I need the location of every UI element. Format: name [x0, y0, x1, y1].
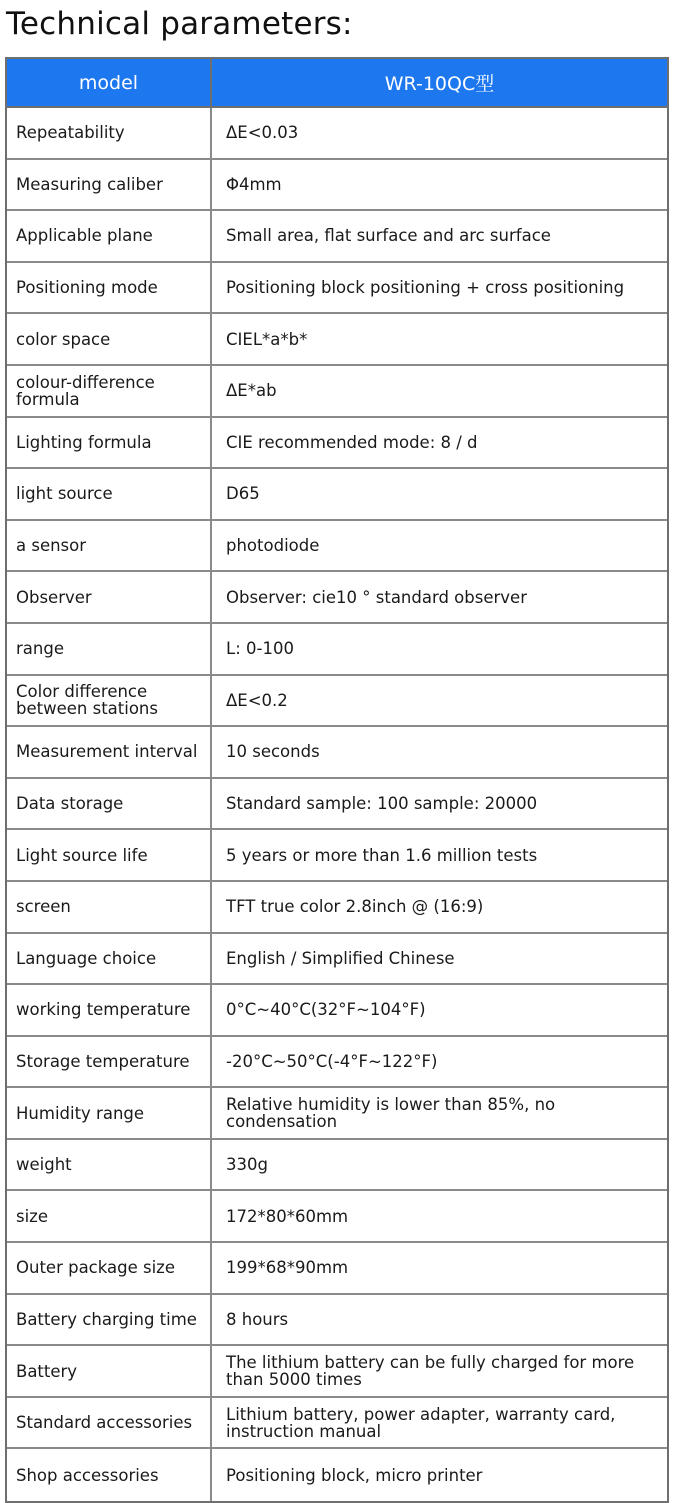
table-row: [7, 985, 667, 1037]
row-parameter-name: [7, 1037, 212, 1087]
row-parameter-name: [7, 882, 212, 932]
parameter-name-text: Outer package size: [16, 1258, 175, 1278]
header-model-label: model: [7, 59, 212, 106]
table-row: [7, 1140, 667, 1192]
table-row: [7, 779, 667, 831]
row-parameter-name: [7, 1243, 212, 1293]
table-row: [7, 1037, 667, 1089]
row-parameter-name: [7, 1140, 212, 1190]
parameter-value-text: -20°C~50°C(-4°F~122°F): [226, 1051, 438, 1071]
parameter-name-text: Positioning mode: [16, 278, 158, 298]
parameter-name-text: Humidity range: [16, 1103, 145, 1123]
row-parameter-name: [7, 1398, 212, 1448]
parameter-name-text: weight: [16, 1155, 72, 1175]
parameter-value-text: 10 seconds: [226, 742, 320, 762]
parameter-value-text: Observer: cie10 ° standard observer: [226, 587, 527, 607]
parameter-name-text: Data storage: [16, 794, 124, 814]
parameter-value-text: Φ4mm: [226, 174, 282, 194]
row-parameter-name: [7, 108, 212, 158]
table-row: [7, 1088, 667, 1140]
parameter-name-text: Color difference between stations: [16, 682, 158, 719]
parameter-value-text: The lithium battery can be fully charged for more than 5000 times: [226, 1353, 635, 1390]
row-parameter-value: [212, 830, 667, 880]
table-row: [7, 366, 667, 418]
table-row: [7, 1191, 667, 1243]
parameter-name-text: Light source life: [16, 845, 148, 865]
row-parameter-value: [212, 211, 667, 261]
row-parameter-name: [7, 521, 212, 571]
row-parameter-value: [212, 108, 667, 158]
row-parameter-value: [212, 1449, 667, 1501]
row-parameter-name: [7, 1449, 212, 1501]
table-row: [7, 934, 667, 986]
table-row: [7, 108, 667, 160]
row-parameter-name: [7, 469, 212, 519]
row-parameter-value: [212, 314, 667, 364]
parameter-name-text: working temperature: [16, 1000, 191, 1020]
parameter-name-text: Measurement interval: [16, 742, 198, 762]
header-model-value: WR-10QC型: [384, 73, 495, 95]
parameter-value-text: Standard sample: 100 sample: 20000: [226, 794, 538, 814]
parameter-name-text: light source: [16, 484, 113, 504]
parameter-name-text: Shop accessories: [16, 1465, 159, 1485]
table-row: [7, 1346, 667, 1398]
row-parameter-name: [7, 366, 212, 416]
table-row: [7, 1398, 667, 1450]
row-parameter-value: [212, 1346, 667, 1396]
parameter-name-text: Storage temperature: [16, 1051, 190, 1071]
row-parameter-name: [7, 418, 212, 468]
table-row: [7, 624, 667, 676]
parameter-value-text: D65: [226, 484, 260, 504]
row-parameter-name: [7, 934, 212, 984]
row-parameter-name: [7, 160, 212, 210]
row-parameter-name: [7, 779, 212, 829]
parameter-name-text: Battery: [16, 1361, 78, 1381]
parameter-value-text: ΔE<0.03: [226, 123, 299, 143]
table-row: [7, 676, 667, 728]
row-parameter-value: [212, 263, 667, 313]
table-row: [7, 211, 667, 263]
row-parameter-value: [212, 521, 667, 571]
parameter-name-text: size: [16, 1206, 48, 1226]
row-parameter-name: [7, 985, 212, 1035]
parameter-name-text: Measuring caliber: [16, 174, 163, 194]
row-parameter-name: [7, 1346, 212, 1396]
parameter-value-text: Positioning block positioning + cross positioning: [226, 278, 625, 298]
row-parameter-name: [7, 572, 212, 622]
table-row: [7, 418, 667, 470]
row-parameter-value: [212, 366, 667, 416]
row-parameter-value: [212, 676, 667, 726]
parameter-name-text: Standard accessories: [16, 1413, 193, 1433]
parameter-value-text: Relative humidity is lower than 85%, no condensation: [226, 1095, 556, 1132]
parameter-name-text: Repeatability: [16, 123, 125, 143]
row-parameter-name: [7, 1191, 212, 1241]
parameter-name-text: Language choice: [16, 948, 157, 968]
table-row: [7, 830, 667, 882]
parameter-value-text: 5 years or more than 1.6 million tests: [226, 845, 538, 865]
row-parameter-value: [212, 882, 667, 932]
row-parameter-value: [212, 160, 667, 210]
row-parameter-value: [212, 1037, 667, 1087]
row-parameter-name: [7, 830, 212, 880]
parameter-value-text: 172*80*60mm: [226, 1206, 349, 1226]
parameter-value-text: English / Simplified Chinese: [226, 948, 455, 968]
row-parameter-value: [212, 624, 667, 674]
parameter-value-text: 199*68*90mm: [226, 1258, 349, 1278]
table-row: [7, 1449, 667, 1501]
parameter-name-text: colour-difference formula: [16, 372, 155, 409]
table-row: [7, 572, 667, 624]
row-parameter-name: [7, 624, 212, 674]
table-row: [7, 521, 667, 573]
table-row: [7, 469, 667, 521]
row-parameter-value: [212, 1088, 667, 1138]
parameter-value-text: Small area, flat surface and arc surface: [226, 226, 551, 246]
parameter-value-text: CIEL*a*b*: [226, 329, 308, 349]
parameter-value-text: 8 hours: [226, 1309, 289, 1329]
row-parameter-name: [7, 1295, 212, 1345]
parameter-name-text: a sensor: [16, 536, 87, 556]
row-parameter-value: [212, 727, 667, 777]
parameter-name-text: color space: [16, 329, 111, 349]
row-parameter-name: [7, 263, 212, 313]
table-row: [7, 1295, 667, 1347]
row-parameter-value: [212, 469, 667, 519]
table-row: [7, 727, 667, 779]
parameter-value-text: TFT true color 2.8inch @ (16:9): [226, 897, 484, 917]
row-parameter-name: [7, 211, 212, 261]
row-parameter-name: [7, 314, 212, 364]
row-parameter-name: [7, 1088, 212, 1138]
table-header: [7, 59, 667, 108]
row-parameter-name: [7, 676, 212, 726]
table-row: [7, 160, 667, 212]
page-title: Technical parameters:: [6, 6, 353, 42]
row-parameter-value: [212, 934, 667, 984]
parameter-value-text: 0°C~40°C(32°F~104°F): [226, 1000, 426, 1020]
spec-table: [5, 57, 669, 1503]
row-parameter-value: [212, 779, 667, 829]
parameter-value-text: photodiode: [226, 536, 320, 556]
parameter-value-text: 330g: [226, 1155, 268, 1175]
row-parameter-value: [212, 1295, 667, 1345]
row-parameter-value: [212, 985, 667, 1035]
row-parameter-value: [212, 1191, 667, 1241]
row-parameter-value: [212, 418, 667, 468]
parameter-name-text: Observer: [16, 587, 92, 607]
parameter-value-text: ΔE*ab: [226, 381, 277, 401]
row-parameter-value: [212, 572, 667, 622]
table-row: [7, 882, 667, 934]
parameter-value-text: Lithium battery, power adapter, warranty card, instruction manual: [226, 1404, 616, 1441]
row-parameter-value: [212, 1140, 667, 1190]
parameter-value-text: Positioning block, micro printer: [226, 1465, 483, 1485]
parameter-name-text: range: [16, 639, 64, 659]
row-parameter-value: [212, 1398, 667, 1448]
parameter-value-text: L: 0-100: [226, 639, 294, 659]
parameter-value-text: CIE recommended mode: 8 / d: [226, 432, 478, 452]
parameter-name-text: Applicable plane: [16, 226, 153, 246]
spec-rows: [7, 108, 667, 1501]
parameter-name-text: Lighting formula: [16, 432, 152, 452]
row-parameter-value: [212, 1243, 667, 1293]
parameter-value-text: ΔE<0.2: [226, 690, 288, 710]
parameter-name-text: Battery charging time: [16, 1309, 197, 1329]
table-row: [7, 263, 667, 315]
row-parameter-name: [7, 727, 212, 777]
parameter-name-text: screen: [16, 897, 71, 917]
table-row: [7, 1243, 667, 1295]
table-row: [7, 314, 667, 366]
